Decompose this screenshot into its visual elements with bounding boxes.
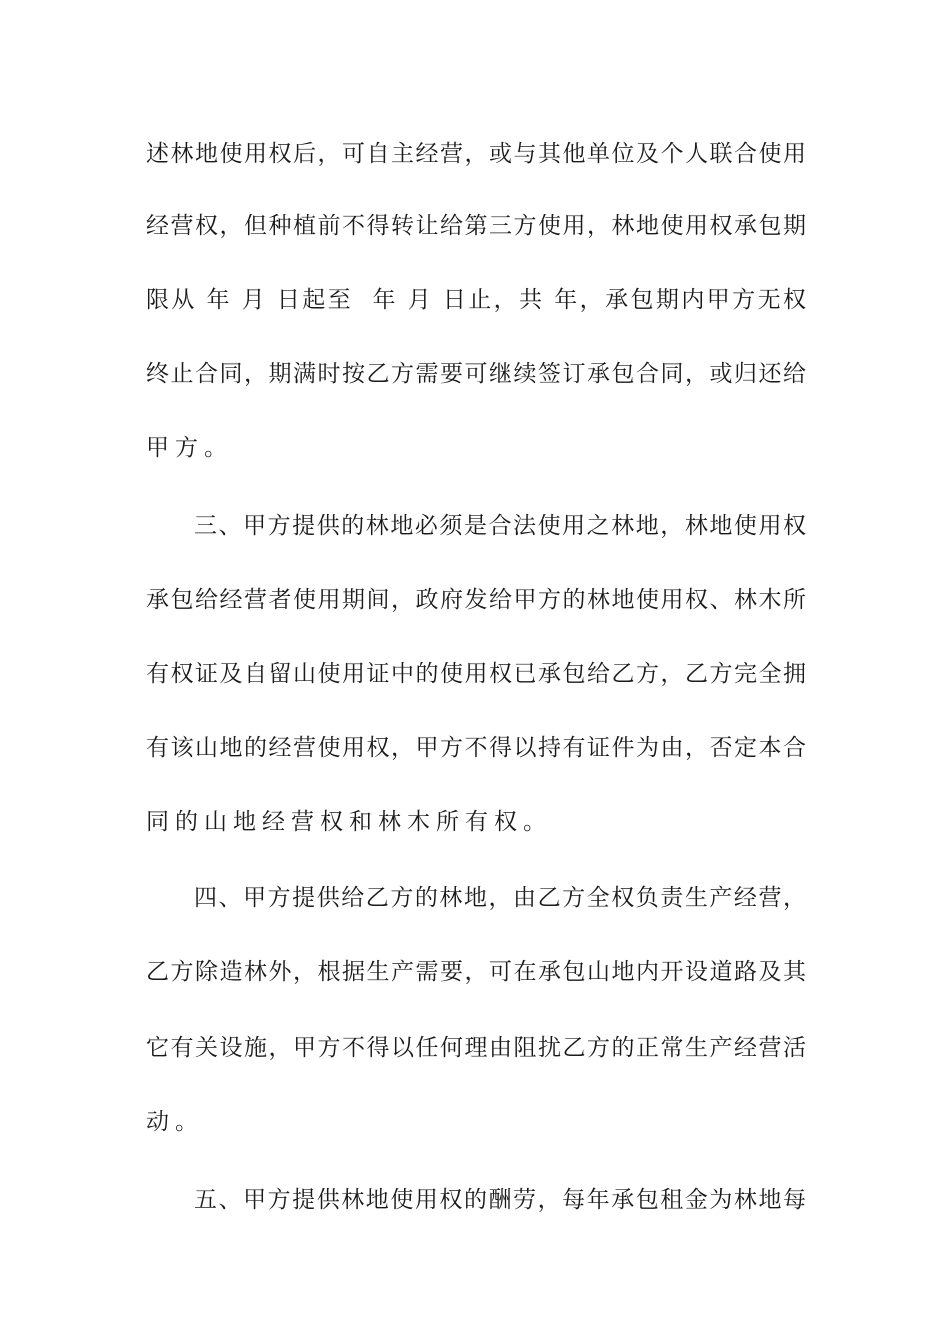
- text-line-15: 五、甲方提供林地使用权的酬劳，每年承包租金为林地每: [194, 1187, 806, 1213]
- text-line-1: 述林地使用权后，可自主经营，或与其他单位及个人联合使用: [146, 141, 806, 167]
- text-line-5: 甲方。: [146, 435, 233, 461]
- text-line-11: 四、甲方提供给乙方的林地，由乙方全权负责生产经营，: [194, 885, 806, 911]
- text-line-14: 动。: [146, 1109, 204, 1135]
- text-line-8: 有权证及自留山使用证中的使用权已承包给乙方，乙方完全拥: [146, 661, 806, 687]
- text-line-4: 终止合同，期满时按乙方需要可继续签订承包合同，或归还给: [146, 361, 806, 387]
- text-line-12: 乙方除造林外，根据生产需要，可在承包山地内开设道路及其: [146, 959, 806, 985]
- text-line-10: 同的山地经营权和林木所有权。: [146, 809, 552, 835]
- text-line-9: 有该山地的经营使用权，甲方不得以持有证件为由，否定本合: [146, 735, 806, 761]
- text-line-13: 它有关设施，甲方不得以任何理由阻扰乙方的正常生产经营活: [146, 1035, 806, 1061]
- text-line-2: 经营权，但种植前不得转让给第三方使用，林地使用权承包期: [146, 213, 806, 239]
- text-line-7: 承包给经营者使用期间，政府发给甲方的林地使用权、林木所: [146, 587, 806, 613]
- text-line-3: 限从 年 月 日起至 年 月 日止，共 年，承包期内甲方无权: [146, 287, 806, 313]
- text-line-6: 三、甲方提供的林地必须是合法使用之林地，林地使用权: [194, 513, 806, 539]
